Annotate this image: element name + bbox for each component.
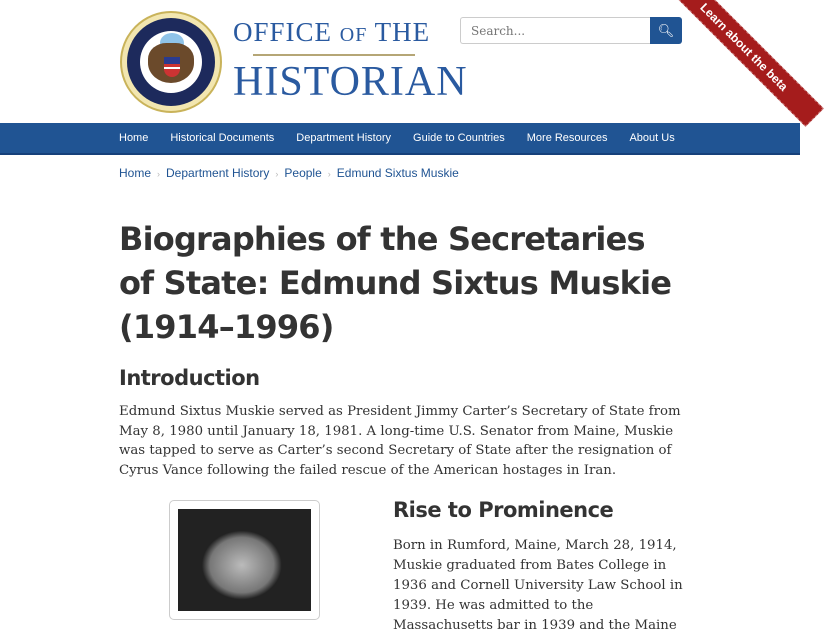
- page-title: Biographies of the Secretaries of State: Edmund Sixtus Muskie (1914–1996): [119, 220, 672, 346]
- introduction-text: Edmund Sixtus Muskie served as President Jimmy Carter’s Secretary of State from May 8, 1980 until January 18, 1981. A long-time U.S. Senator from Maine, Muskie was tapped to serve as Carter’s second Secretary of State after the resignation of Cyrus Vance following the failed rescue of the American hostages in Iran.: [119, 404, 681, 478]
- introduction-heading: Introduction: [119, 366, 260, 390]
- breadcrumb-department-history[interactable]: Department History: [166, 166, 270, 180]
- nav-home[interactable]: Home: [119, 132, 149, 144]
- rise-heading: Rise to Prominence: [393, 498, 614, 522]
- breadcrumb-home[interactable]: Home: [119, 166, 152, 180]
- logo-text-top[interactable]: [233, 17, 430, 48]
- search-form: [460, 17, 682, 44]
- nav-historical-documents[interactable]: Historical Documents: [170, 132, 275, 144]
- logo-word: OF: [339, 24, 368, 46]
- breadcrumb: Home › Department History › People › Edmund Sixtus Muskie: [119, 166, 459, 180]
- site-header: [0, 0, 800, 123]
- breadcrumb-people[interactable]: People: [284, 166, 322, 180]
- logo-text-bottom[interactable]: HISTORIAN: [233, 59, 468, 105]
- nav-about-us[interactable]: About Us: [629, 132, 675, 144]
- department-of-state-seal[interactable]: [120, 11, 222, 113]
- search-icon: 🔍︎: [657, 22, 675, 38]
- logo-word: THE: [374, 17, 431, 47]
- nav-guide-to-countries[interactable]: Guide to Countries: [413, 132, 505, 144]
- search-input[interactable]: [460, 17, 650, 44]
- breadcrumb-current[interactable]: Edmund Sixtus Muskie: [336, 166, 459, 180]
- nav-department-history[interactable]: Department History: [296, 132, 392, 144]
- portrait-image: [178, 509, 311, 611]
- beta-ribbon[interactable]: Learn about the beta: [664, 0, 824, 127]
- nav-more-resources[interactable]: More Resources: [526, 132, 608, 144]
- portrait-photo: [169, 500, 320, 620]
- logo-divider: [253, 54, 415, 56]
- rise-text: Born in Rumford, Maine, March 28, 1914, Muskie graduated from Bates College in 1936 and Cornell University Law School in 1939. He was admitted to the Massachusetts bar in 1939 and the Maine: [393, 538, 683, 633]
- logo-word: OFFICE: [233, 17, 333, 47]
